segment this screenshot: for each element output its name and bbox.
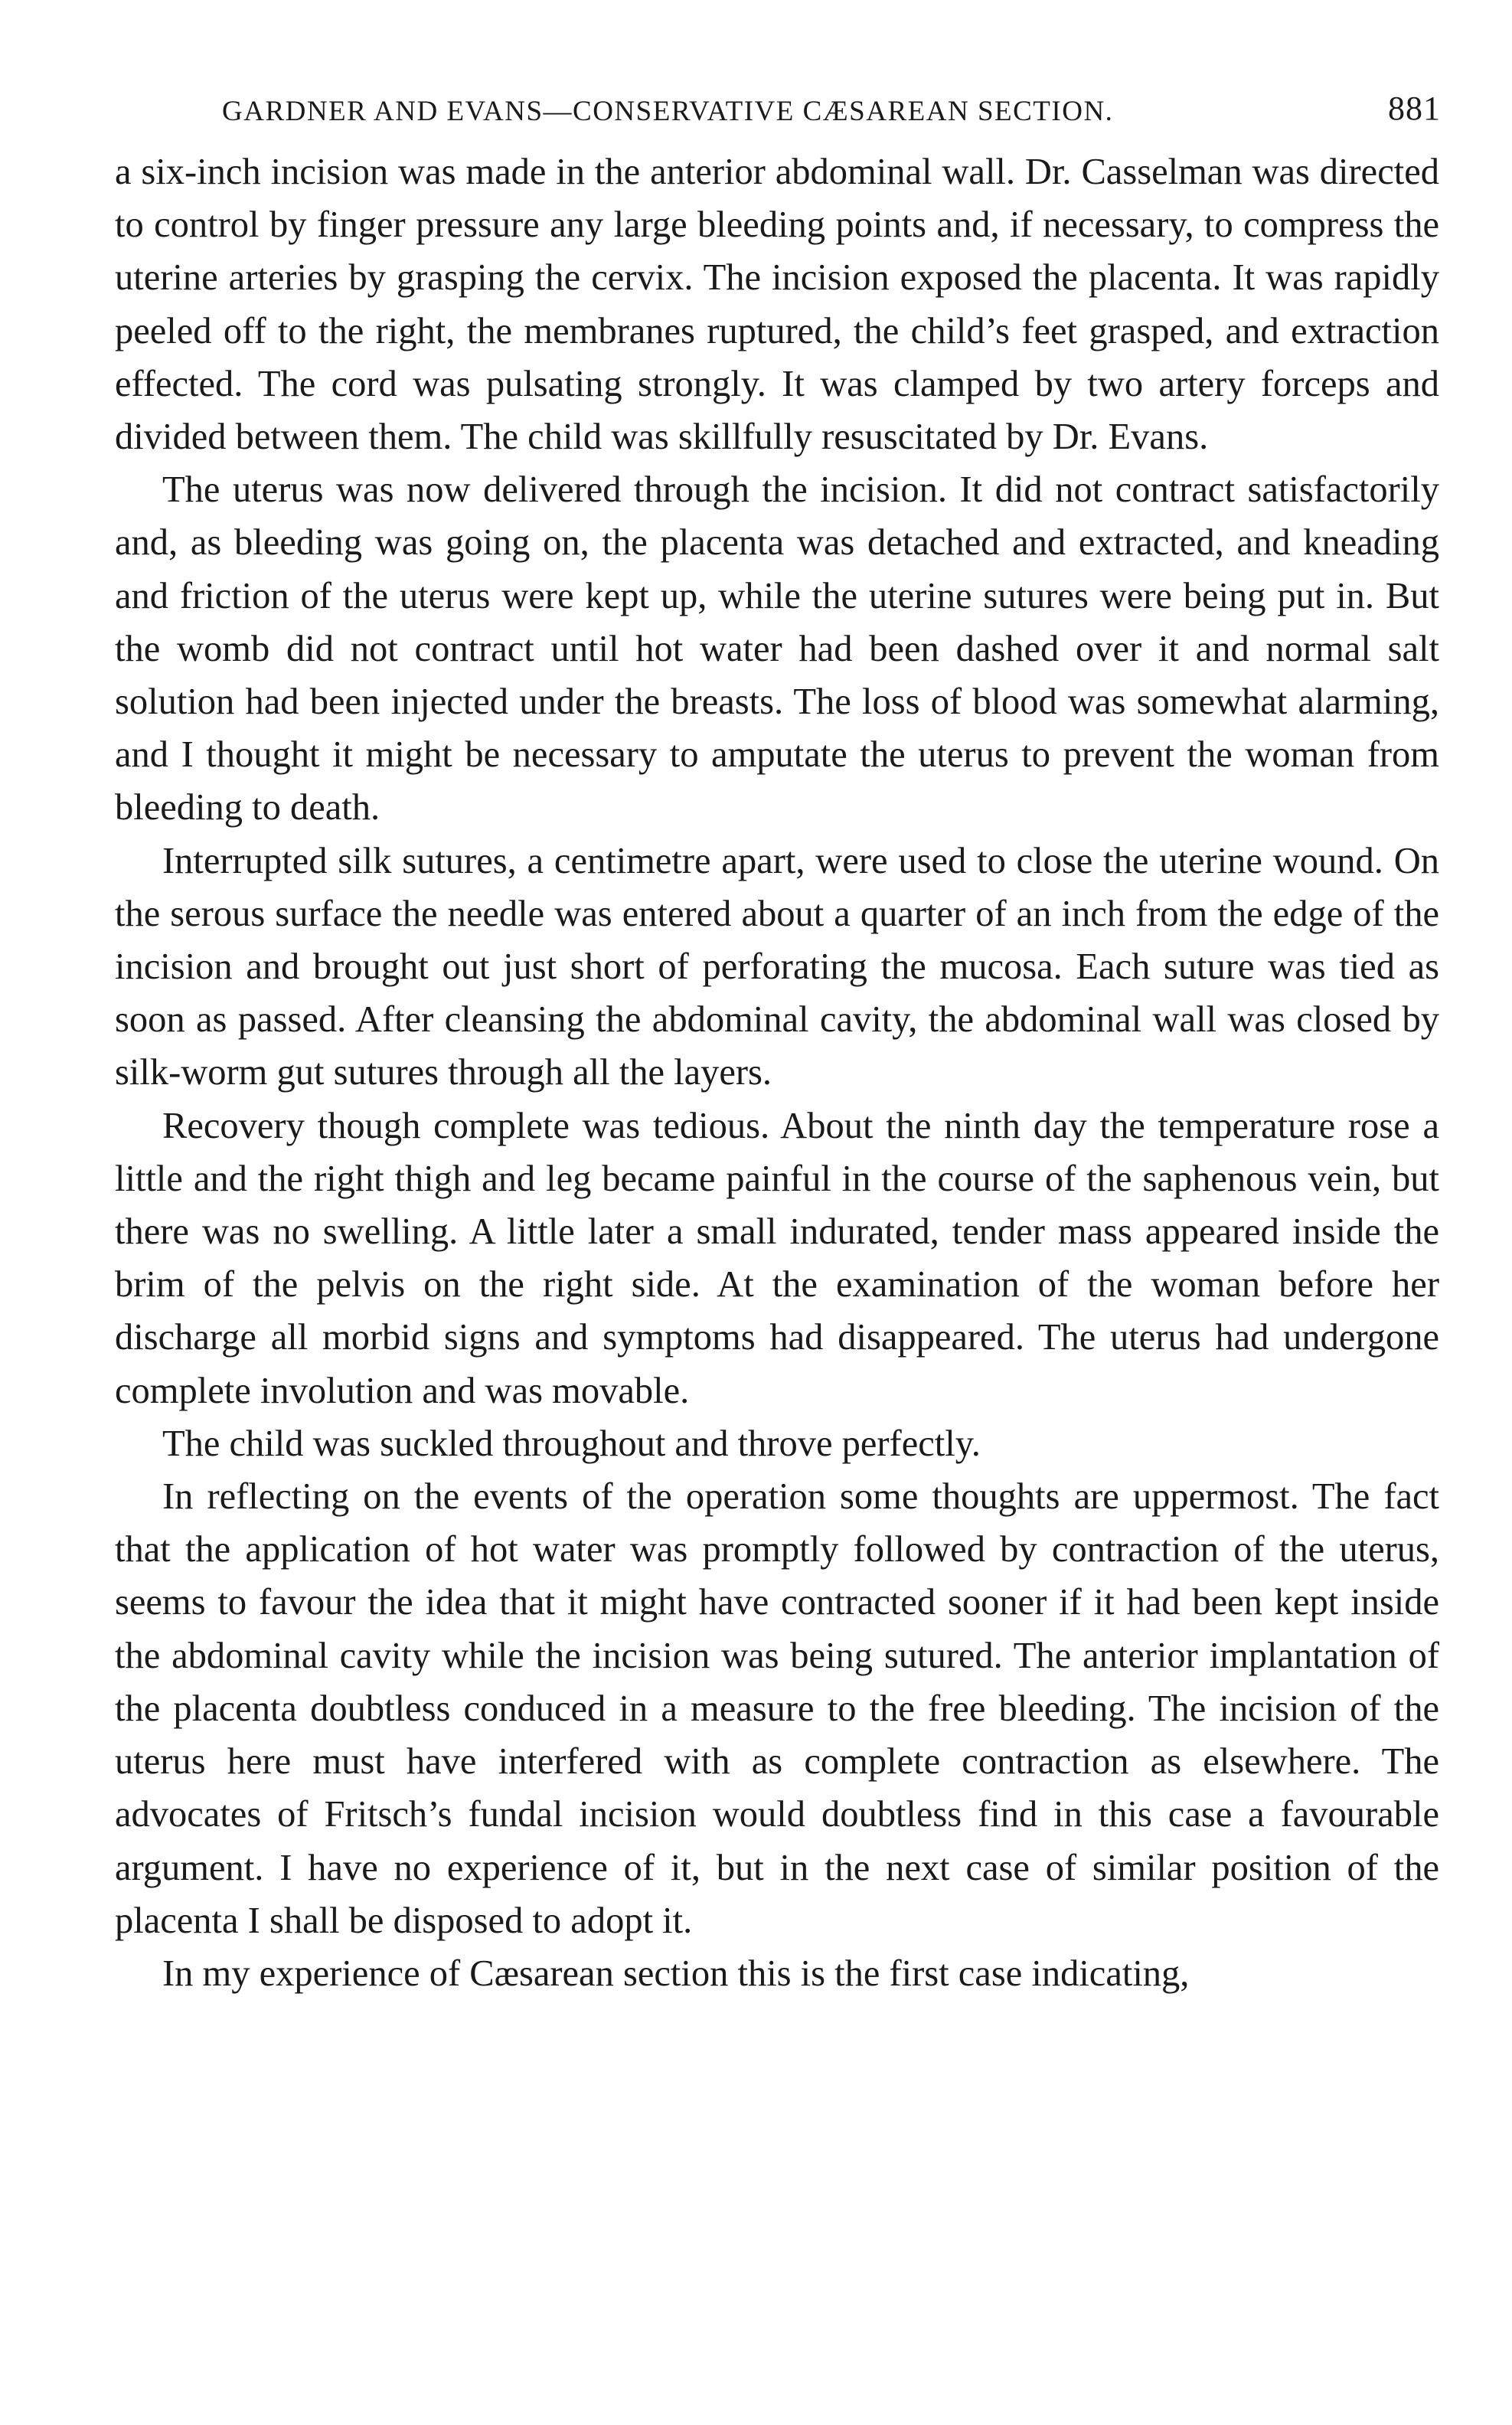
page-number: 881 — [1388, 90, 1441, 127]
paragraph-3: Interrupted silk sutures, a centimetre apart, were used to close the uterine wound. On the serous surface the needle was entered about a quarter of an inch from the edge of the incision and brought out just short of perforating the mucosa. Each suture was tied as soon as passed. After cleansing the abdominal cavity, the abdominal wall was closed by silk-worm gut sutures through all the layers. — [115, 840, 1439, 1093]
paragraph-1: a six-inch incision was made in the anterior abdominal wall. Dr. Casselman was directed to control by finger pressure any large bleeding points and, if necessary, to compress the uterine arteries by grasping the cervix. The incision exposed the placenta. It was rapidly peeled off to the right, the membranes ruptured, the child’s feet grasped, and extraction effected. The cord was pulsating strongly. It was clamped by two artery forceps and divided between them. The child was skillfully resuscitated by Dr. Evans. — [115, 152, 1439, 458]
page-header — [115, 84, 1439, 145]
paragraph-5: The child was suckled throughout and throve perfectly. — [162, 1423, 981, 1464]
body-text — [115, 145, 1439, 2000]
paragraph-4: Recovery though complete was tedious. About the ninth day the temperature rose a little and the right thigh and leg became painful in the course of the saphenous vein, but there was no swelling. A little later a small indurated, tender mass appeared inside the brim of the pelvis on the right side. At the examination of the woman before her discharge all morbid signs and symptoms had disappeared. The uterus had undergone complete involution and was movable. — [115, 1105, 1439, 1411]
running-head: GARDNER AND EVANS—CONSERVATIVE CÆSAREAN SECTION. — [222, 96, 1114, 127]
paragraph-6: In reflecting on the events of the operation some thoughts are uppermost. The fact that the application of hot water was promptly followed by contraction of the uterus, seems to favour the idea that it might have contracted sooner if it had been kept inside the abdominal cavity while the incision was being sutured. The anterior implantation of the placenta doubtless conduced in a measure to the free bleeding. The incision of the uterus here must have interfered with as complete contraction as elsewhere. The advocates of Fritsch’s fundal incision would doubtless find in this case a favourable argument. I have no experience of it, but in the next case of similar position of the placenta I shall be disposed to adopt it. — [115, 1476, 1439, 1941]
document-page — [115, 84, 1439, 2000]
paragraph-2: The uterus was now delivered through the incision. It did not contract satisfactorily and, as bleeding was going on, the placenta was detached and extracted, and kneading and friction of the uterus were kept up, while the uterine sutures were being put in. But the womb did not contract until hot water had been dashed over it and normal salt solution had been injected under the breasts. The loss of blood was somewhat alarming, and I thought it might be necessary to amputate the uterus to prevent the woman from bleeding to death. — [115, 469, 1439, 828]
paragraph-7: In my experience of Cæsarean section this is the first case indicating, — [162, 1953, 1190, 1994]
